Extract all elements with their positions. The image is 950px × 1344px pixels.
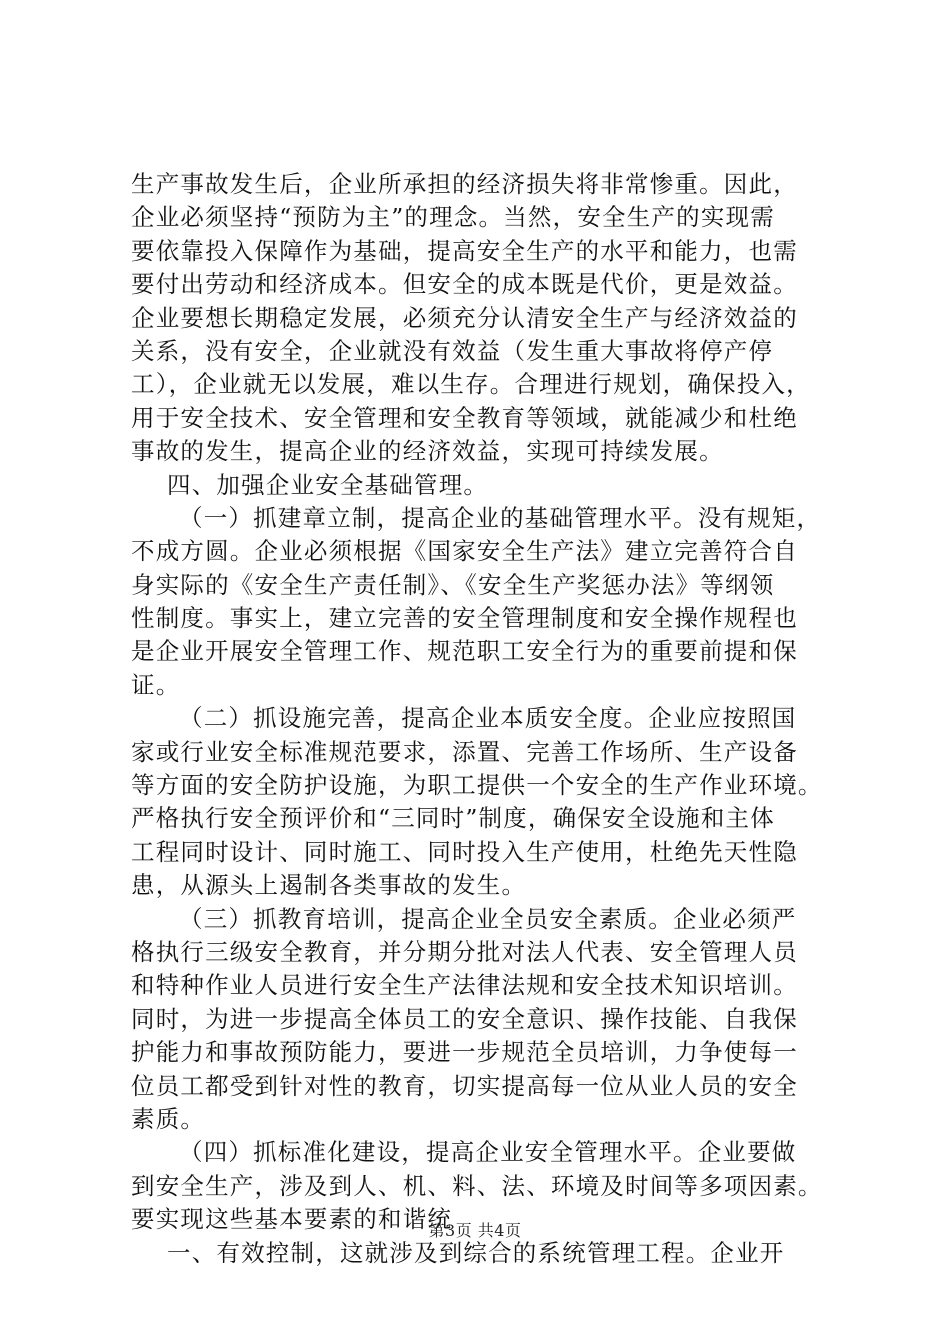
text-line: 要依靠投入保障作为基础，提高安全生产的水平和能力，也需 xyxy=(131,236,798,265)
text-line: 事故的发生，提高企业的经济效益，实现可持续发展。 xyxy=(131,437,724,466)
text-line: 工程同时设计、同时施工、同时投入生产使用，杜绝先天性隐 xyxy=(131,837,798,866)
section-heading: 四、加强企业安全基础管理。 xyxy=(167,470,489,499)
text-line: 不成方圆。企业必须根据《国家安全生产法》建立完善符合自 xyxy=(131,537,798,566)
paragraph-start-line: （一）抓建章立制，提高企业的基础管理水平。没有规矩， xyxy=(179,503,822,532)
paragraph-start-line: （二）抓设施完善，提高企业本质安全度。企业应按照国 xyxy=(179,704,797,733)
text-line: 生产事故发生后，企业所承担的经济损失将非常惨重。因此， xyxy=(131,170,798,198)
text-line: 患，从源头上遏制各类事故的发生。 xyxy=(131,871,527,900)
text-line: 企业必须坚持“预防为主”的理念。当然，安全生产的实现需 xyxy=(131,203,775,232)
text-line: 等方面的安全防护设施，为职工提供一个安全的生产作业环境。 xyxy=(131,771,823,800)
text-line: 企业要想长期稳定发展，必须充分认清安全生产与经济效益的 xyxy=(131,303,798,332)
text-line: 证。 xyxy=(131,670,181,699)
paragraph-start-line: （三）抓教育培训，提高企业全员安全素质。企业必须严 xyxy=(179,904,797,933)
text-line: 用于安全技术、安全管理和安全教育等领域，就能减少和杜绝 xyxy=(131,403,798,432)
text-line: 到安全生产，涉及到人、机、料、法、环境及时间等多项因素。 xyxy=(131,1171,823,1200)
text-line: 关系，没有安全，企业就没有效益（发生重大事故将停产停 xyxy=(131,336,774,365)
page-number-footer: 第3页 共4页 xyxy=(428,1221,522,1240)
text-line: 同时，为进一步提高全体员工的安全意识、操作技能、自我保 xyxy=(131,1004,798,1033)
text-line: 要实现这些基本要素的和谐统 xyxy=(131,1205,453,1234)
document-body xyxy=(131,168,831,1270)
text-line: 护能力和事故预防能力，要进一步规范全员培训，力争使每一 xyxy=(131,1038,798,1067)
text-line: 素质。 xyxy=(131,1104,206,1133)
text-line: 格执行三级安全教育，并分期分批对法人代表、安全管理人员 xyxy=(131,937,798,966)
text-line: 要付出劳动和经济成本。但安全的成本既是代价，更是效益。 xyxy=(131,270,798,299)
text-line: 严格执行安全预评价和“三同时”制度，确保安全设施和主体 xyxy=(131,804,775,833)
text-line: 是企业开展安全管理工作、规范职工安全行为的重要前提和保 xyxy=(131,637,798,666)
text-line: 家或行业安全标准规范要求，添置、完善工作场所、生产设备 xyxy=(131,737,798,766)
text-line: 工），企业就无以发展，难以生存。合理进行规划，确保投入， xyxy=(131,370,811,399)
text-line: 位员工都受到针对性的教育，切实提高每一位从业人员的安全 xyxy=(131,1071,798,1100)
text-line: 身实际的《安全生产责任制》、《安全生产奖惩办法》等纲领 xyxy=(131,570,775,599)
paragraph-start-line: （四）抓标准化建设，提高企业安全管理水平。企业要做 xyxy=(179,1138,797,1167)
text-line: 和特种作业人员进行安全生产法律法规和安全技术知识培训。 xyxy=(131,971,798,1000)
paragraph-start-line: 一、有效控制，这就涉及到综合的系统管理工程。企业开 xyxy=(167,1238,785,1267)
text-line: 性制度。事实上，建立完善的安全管理制度和安全操作规程也 xyxy=(131,604,798,633)
